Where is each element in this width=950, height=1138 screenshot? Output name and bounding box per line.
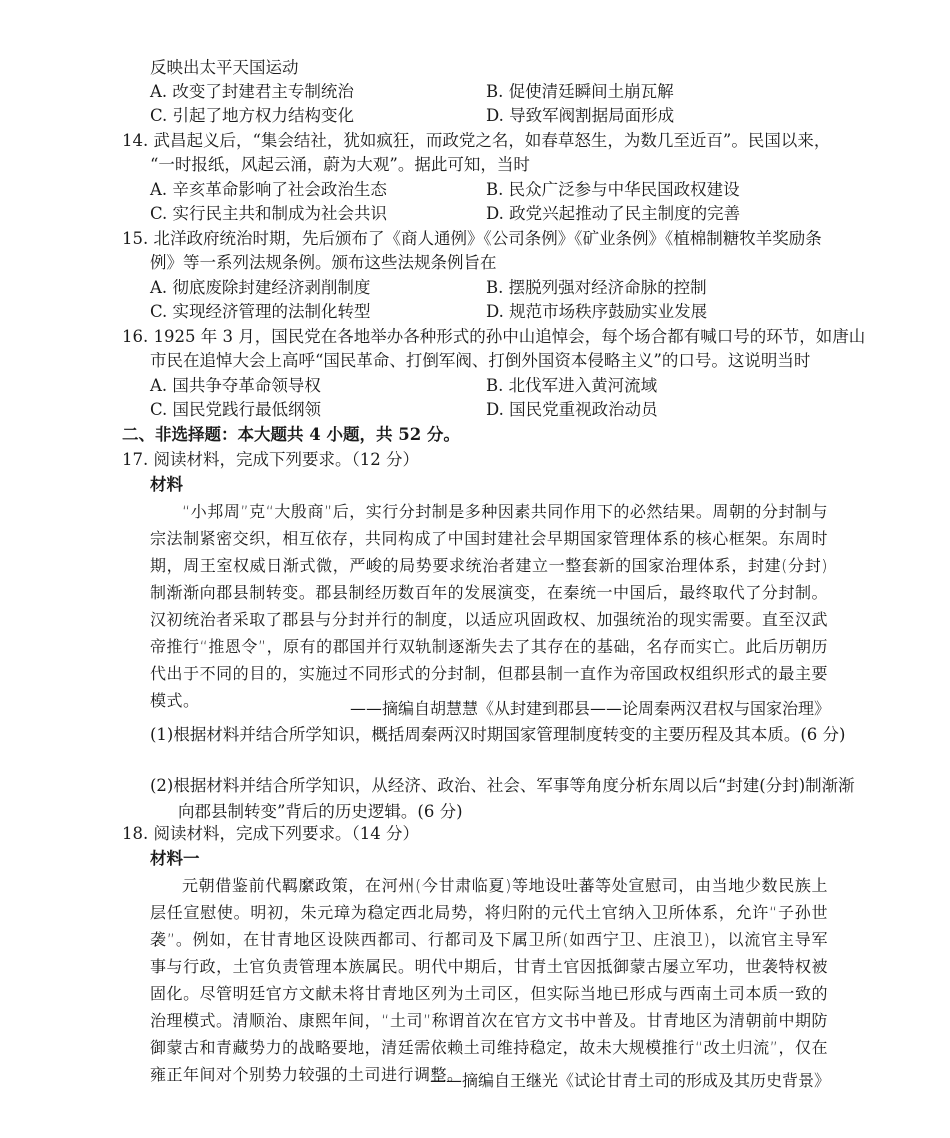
q14-option-d: D. 政党兴起推动了民主制度的完善 — [486, 204, 741, 223]
q16-stem-line1: 16. 1925 年 3 月，国民党在各地举办各种形式的孙中山追悼会，每个场合都有喊口号的环节，如唐山 — [122, 327, 866, 346]
q13-option-a: A. 改变了封建君主专制统治 — [150, 82, 354, 101]
q13-option-d: D. 导致军阀割据局面形成 — [486, 106, 675, 125]
q17-material-label: 材料 — [150, 475, 183, 494]
q16-option-a: A. 国共争夺革命领导权 — [150, 376, 321, 395]
q16-stem-line2: 市民在追悼大会上高呼“国民革命、打倒军阀、打倒外国资本侵略主义”的口号。这说明当时 — [150, 351, 811, 370]
q13-stem-tail: 反映出太平天国运动 — [150, 58, 299, 77]
q16-option-c: C. 国民党践行最低纲领 — [150, 400, 322, 419]
q17-source: ——摘编自胡慧慧《从封建到郡县——论周秦两汉君权与国家治理》 — [349, 699, 830, 718]
q15-stem-line1: 15. 北洋政府统治时期，先后颁布了《商人通例》《公司条例》《矿业条例》《植棉制糖牧羊奖励条 — [122, 229, 822, 248]
q15-option-a: A. 彻底废除封建经济剥削制度 — [150, 278, 371, 297]
q15-option-d: D. 规范市场秩序鼓励实业发展 — [486, 302, 708, 321]
q15-stem-line2: 例》等一系列法规条例。颁布这些法规条例旨在 — [150, 253, 497, 272]
q16-option-d: D. 国民党重视政治动员 — [486, 400, 658, 419]
q17-stem: 17. 阅读材料，完成下列要求。（12 分） — [122, 450, 419, 469]
q17-subquestion-2: (2)根据材料并结合所学知识，从经济、政治、社会、军事等角度分析东周以后“封建(分封)制渐渐向郡县制转变”背后的历史逻辑。(6 分) — [150, 776, 855, 821]
q17-material-text: “小邦周”克“大殷商”后，实行分封制是多种因素共同作用下的必然结果。周朝的分封制与宗法制紧密交织，相互依存，共同构成了中国封建社会早期国家管理体系的核心框架。东周时期，周王室权威日渐式微，严峻的局势要求统治者建立一整套新的国家治理体系，封建(分封)制渐渐向郡县制转变。郡县制经历数百年的发展演变，在秦统一中国后，最终取代了分封制。汉初统治者采取了郡县与分封并行的制度，以适应巩固政权、加强统治的现实需要。直至汉武帝推行“推恩令”，原有的郡国并行双轨制逐渐失去了其存在的基础，名存而实亡。此后历朝历代出于不同的目的，实施过不同形式的分封制，但郡县制一直作为帝国政权组织形式的最主要模式。 — [150, 502, 828, 710]
q18-stem: 18. 阅读材料，完成下列要求。（14 分） — [122, 824, 419, 843]
q14-stem-line1: 14. 武昌起义后，“集会结社，犹如疯狂，而政党之名，如春草怒生，为数几至近百”。民国以来， — [122, 131, 831, 150]
q13-option-c: C. 引起了地方权力结构变化 — [150, 106, 355, 125]
q18-material-label: 材料一 — [150, 849, 200, 868]
q17-subquestion-1: (1)根据材料并结合所学知识，概括周秦两汉时期国家管理制度转变的主要历程及其本质。(6 分) — [150, 725, 846, 744]
q14-option-a: A. 辛亥革命影响了社会政治生态 — [150, 180, 387, 199]
q14-stem-line2: “一时报纸，风起云涌，蔚为大观”。据此可知，当时 — [150, 155, 530, 174]
q13-option-b: B. 促使清廷瞬间土崩瓦解 — [486, 82, 674, 101]
q14-option-c: C. 实行民主共和制成为社会共识 — [150, 204, 388, 223]
q16-option-b: B. 北伐军进入黄河流域 — [486, 376, 658, 395]
q14-option-b: B. 民众广泛参与中华民国政权建设 — [486, 180, 740, 199]
q15-option-b: B. 摆脱列强对经济命脉的控制 — [486, 278, 707, 297]
q18-material-text: 元朝借鉴前代羁縻政策，在河州(今甘肃临夏)等地设吐蕃等处宣慰司，由当地少数民族上层任宣慰使。明初，朱元璋为稳定西北局势，将归附的元代土官纳入卫所体系，允许“子孙世袭”。例如，在甘青地区设陕西都司、行都司及下属卫所(如西宁卫、庄浪卫)，以流官主导军事与行政，土官负责管理本族属民。明代中期后，甘青土官因抵御蒙古屡立军功，世袭特权被固化。尽管明廷官方文献未将甘青地区列为土司区，但实际当地已形成与西南土司本质一致的治理模式。清顺治、康熙年间，“土司”称谓首次在官方文书中普及。甘青地区为清朝前中期防御蒙古和青藏势力的战略要地，清廷需依赖土司维持稳定，故未大规模推行“改土归流”，仅在雍正年间对个别势力较强的土司进行调整。 — [150, 876, 828, 1084]
q18-source: ——摘编自王继光《试论甘青土司的形成及其历史背景》 — [429, 1071, 830, 1090]
q15-option-c: C. 实现经济管理的法制化转型 — [150, 302, 371, 321]
section-heading: 二、非选择题：本大题共 4 小题，共 52 分。 — [122, 425, 460, 444]
